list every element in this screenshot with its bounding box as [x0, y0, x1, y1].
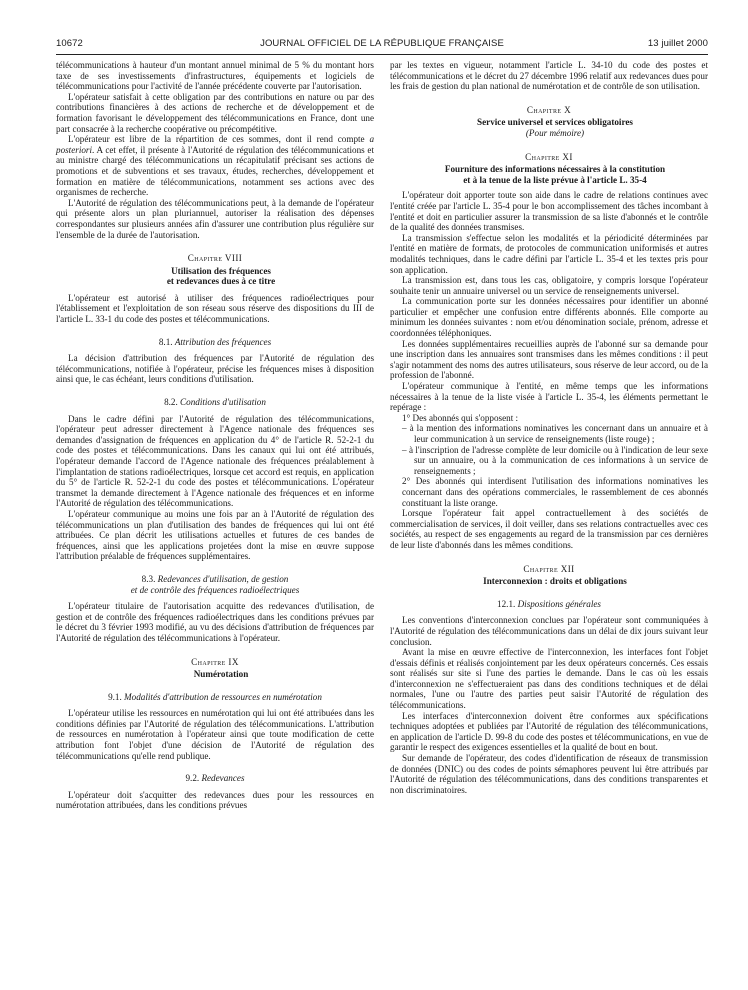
- paragraph: L'opérateur satisfait à cette obligation par des contributions en nature ou par des contributions financières à des actions de recherche et de développement et de formation favorisant le développement des télécommunications en France, dont une part consacrée à la recherche coopérative ou précompétitive.: [56, 91, 374, 134]
- paragraph: L'opérateur doit apporter toute son aide dans le cadre de relations continues avec l'entité créée par l'article L. 35-4 pour le bon accomplissement des tâches incombant à l'entité et doit en particulier assurer la transmission de sa liste d'abonnés et le contrôle de la qualité des données transmises.: [390, 190, 708, 233]
- list-item: – à l'inscription de l'adresse complète de leur domicile ou à l'indication de leur sexe sur un annuaire, ou à la communication de ces informations à un service de renseignements ;: [402, 444, 708, 476]
- section-heading: et de contrôle des fréquences radioélectriques: [130, 584, 300, 595]
- chapter-title: et à la tenue de la liste prévue à l'article L. 35-4: [463, 174, 647, 185]
- right-column: [390, 60, 708, 795]
- paragraph: Les interfaces d'interconnexion doivent être conformes aux spécifications techniques adoptées et publiées par l'Autorité de régulation des télécommunications, en application de l'article D. 99-8 du code des postes et télécommunications, en vue de garantir le respect des exigences essentielles et la qualité de bout en bout.: [390, 710, 708, 753]
- chapter-heading: Chapitre X: [526, 104, 572, 115]
- chapter-heading: Chapitre XI: [525, 151, 573, 162]
- list-item: 1° Des abonnés qui s'opposent :: [402, 412, 519, 423]
- chapter-subtitle: (Pour mémoire): [525, 127, 585, 138]
- list-item: 2° Des abonnés qui interdisent l'utilisation des informations nominatives les concernant dans des opérations commerciales, le rassemblement de ces abonnés constituant la liste orange.: [402, 476, 708, 508]
- paragraph: L'opérateur titulaire de l'autorisation acquitte des redevances d'utilisation, de gestion et de contrôle des fréquences radioélectriques dans les conditions prévues par le décret du 3 février 1993 modifié, au vu des décisions d'attribution de fréquences par l'Autorité de régulation des télécommunications à l'opérateur.: [56, 601, 374, 643]
- chapter-heading: Chapitre IX: [191, 656, 239, 667]
- list-item: – à la mention des informations nominatives les concernant dans un annuaire et à leur communication à un service de renseignements (liste rouge) ;: [402, 423, 708, 444]
- paragraph: L'opérateur utilise les ressources en numérotation qui lui ont été attribuées dans les conditions définies par l'Autorité de régulation des télécommunications. L'attribution de ressources en numérotation à l'opérateur ainsi que toute modification de cette attribution font l'objet d'une décision de l'Autorité de régulation des télécommunications qu'elle rend publique.: [56, 708, 374, 761]
- chapter-title: Fourniture des informations nécessaires à la constitution: [444, 164, 666, 175]
- paragraph: L'opérateur est autorisé à utiliser des fréquences radioélectriques pour l'établissement et l'exploitation de son réseau sous réserve des dispositions du III de l'article L. 33-1 du code des postes et télécommunications.: [56, 292, 374, 325]
- paragraph: Lorsque l'opérateur fait appel contractuellement à des sociétés de commercialisation de services, il doit veiller, dans ses relations contractuelles avec ces sociétés, au respect de ses engagements au regard de la transmission par ces dernières de leur liste d'abonnés dans les mêmes conditions.: [390, 508, 708, 550]
- section-heading: 9.1. Modalités d'attribution de ressources en numérotation: [108, 691, 322, 702]
- opposition-list: [390, 413, 708, 508]
- section-heading: 9.2. Redevances: [185, 773, 245, 784]
- paragraph: L'opérateur communique au moins une fois par an à l'Autorité de régulation des télécommunications un plan d'utilisation des bandes de fréquences qui lui ont été attribuées. Ce plan décrit les utilisations actuelles et futures de ces bandes de fréquences, ainsi que les applications projetées dont la mise en œuvre suppose l'attribution préalable de fréquences supplémentaires.: [56, 508, 374, 562]
- paragraph: Les données supplémentaires recueillies auprès de l'abonné sur sa demande pour une inscription dans les annuaires sont transmises dans les mêmes conditions : il peut s'agir notamment des noms des autres utilisateurs, sous réserve de leur accord, ou de la profession de l'abonné.: [390, 338, 708, 381]
- paragraph: L'opérateur doit s'acquitter des redevances dues pour les ressources en numérotation attribuées, dans les conditions prévues: [56, 789, 374, 811]
- chapter-title: et redevances dues à ce titre: [166, 276, 276, 287]
- paragraph: Les conventions d'interconnexion conclues par l'opérateur sont communiquées à l'Autorité de régulation des télécommunications dans un délai de dix jours suivant leur conclusion.: [390, 615, 708, 647]
- chapter-title: Service universel et services obligatoires: [477, 117, 633, 128]
- paragraph: télécommunications à hauteur d'un montant annuel minimal de 5 % du montant hors taxe de ses investissements d'infrastructures, équipements et logiciels de télécommunications pour l'activité de l'année précédente couverte par l'autorisation.: [56, 60, 374, 92]
- journal-title: JOURNAL OFFICIEL DE LA RÉPUBLIQUE FRANÇAISE: [260, 38, 504, 49]
- issue-date: 13 juillet 2000: [647, 38, 708, 49]
- paragraph: L'Autorité de régulation des télécommunications peut, à la demande de l'opérateur qui présente alors un plan pluriannuel, autoriser la réalisation des dépenses correspondantes sur plusieurs années afin d'assurer une contribution plus régulière sur l'ensemble de la durée de l'autorisation.: [56, 197, 374, 240]
- paragraph: par les textes en vigueur, notamment l'article L. 34-10 du code des postes et télécommunications et le décret du 27 décembre 1996 relatif aux redevances dues pour les frais de gestion du plan national de numérotation et de contrôle de son utilisation.: [390, 60, 708, 92]
- section-heading: 12.1. Dispositions générales: [497, 598, 601, 609]
- paragraph: La transmission est, dans tous les cas, obligatoire, y compris lorsque l'opérateur souhaite tenir un annuaire universel ou un service de renseignements universel.: [390, 275, 708, 296]
- section-heading: 8.2. Conditions d'utilisation: [164, 397, 266, 408]
- paragraph: La décision d'attribution des fréquences par l'Autorité de régulation des télécommunications, notifiée à l'opérateur, précise les fréquences mises à disposition ainsi que, le cas échéant, leurs conditions d'utilisation.: [56, 353, 374, 385]
- page-number: 10672: [56, 38, 83, 49]
- section-heading: 8.1. Attribution des fréquences: [158, 336, 272, 347]
- chapter-title: Interconnexion : droits et obligations: [483, 576, 627, 587]
- paragraph: Sur demande de l'opérateur, des codes d'identification de réseaux de transmission de données (DNIC) ou des codes de points sémaphores peuvent lui être attribués par l'Autorité de régulation des télécommunications, dans des conditions transparentes et non discriminatoires.: [390, 753, 708, 795]
- chapter-heading: Chapitre VIII: [187, 253, 243, 264]
- paragraph: L'opérateur est libre de la répartition de ces sommes, dont il rend compte a posteriori. A cet effet, il présente à l'Autorité de régulation des télécommunications et au ministre chargé des télécommunications un récapitulatif précisant ses actions de promotions et de subventions et ses travaux, études, recherches, développement et formation en matière de télécommunications, notamment ses actions avec des organismes de recherche.: [56, 134, 374, 198]
- chapter-title: Utilisation des fréquences: [171, 265, 271, 276]
- paragraph: La transmission s'effectue selon les modalités et la périodicité déterminées par l'entité en matière de formats, de protocoles de communication uniformisés et autres modalités techniques, dans le cadre défini par l'article L. 35-4 et les textes pris pour son application.: [390, 232, 708, 275]
- paragraph: L'opérateur communique à l'entité, en même temps que les informations nécessaires à la tenue de la liste visée à l'article L. 35-4, les éléments permettant le repérage :: [390, 381, 708, 413]
- chapter-title: Numérotation: [193, 669, 249, 680]
- chapter-heading: Chapitre XII: [523, 563, 575, 574]
- section-heading: 8.3. Redevances d'utilisation, de gestion: [141, 573, 289, 584]
- paragraph: Dans le cadre défini par l'Autorité de régulation des télécommunications, l'opérateur peut adresser directement à l'Agence nationale des fréquences ses demandes d'assignation de fréquences en application du 4° de l'article R. 52-2-1 du code des postes et télécommunications. Dans les canaux qui lui ont été attribués, l'opérateur demande l'accord de l'Agence nationale des fréquences préalablement à l'implantation de stations radioélectriques, lorsque cet accord est requis, en application du 5° de l'article R. 52-2-1 du code des postes et télécommunications. L'opérateur transmet la demande directement à l'Agence nationale des fréquences et en informe l'Autorité de régulation des télécommunications.: [56, 413, 374, 509]
- paragraph: Avant la mise en œuvre effective de l'interconnexion, les interfaces font l'objet d'essais définis et réalisés conjointement par les deux opérateurs concernés. Ces essais sont réalisés sur site si l'une des parties le demande. Dans le cas où les essais d'interconnexion ne s'effectueraient pas dans des conditions techniques et de délai normales, l'une ou l'autre des parties peut saisir l'Autorité de régulation des télécommunications.: [390, 647, 708, 711]
- header-rule: [56, 54, 708, 55]
- paragraph: La communication porte sur les données nécessaires pour identifier un abonné particulier et empêcher une confusion entre différents abonnés. Elle comporte au minimum les données suivantes : nom et/ou dénomination sociale, prénom, adresse et coordonnées téléphoniques.: [390, 296, 708, 339]
- left-column: [56, 60, 374, 811]
- page-header: [56, 38, 708, 52]
